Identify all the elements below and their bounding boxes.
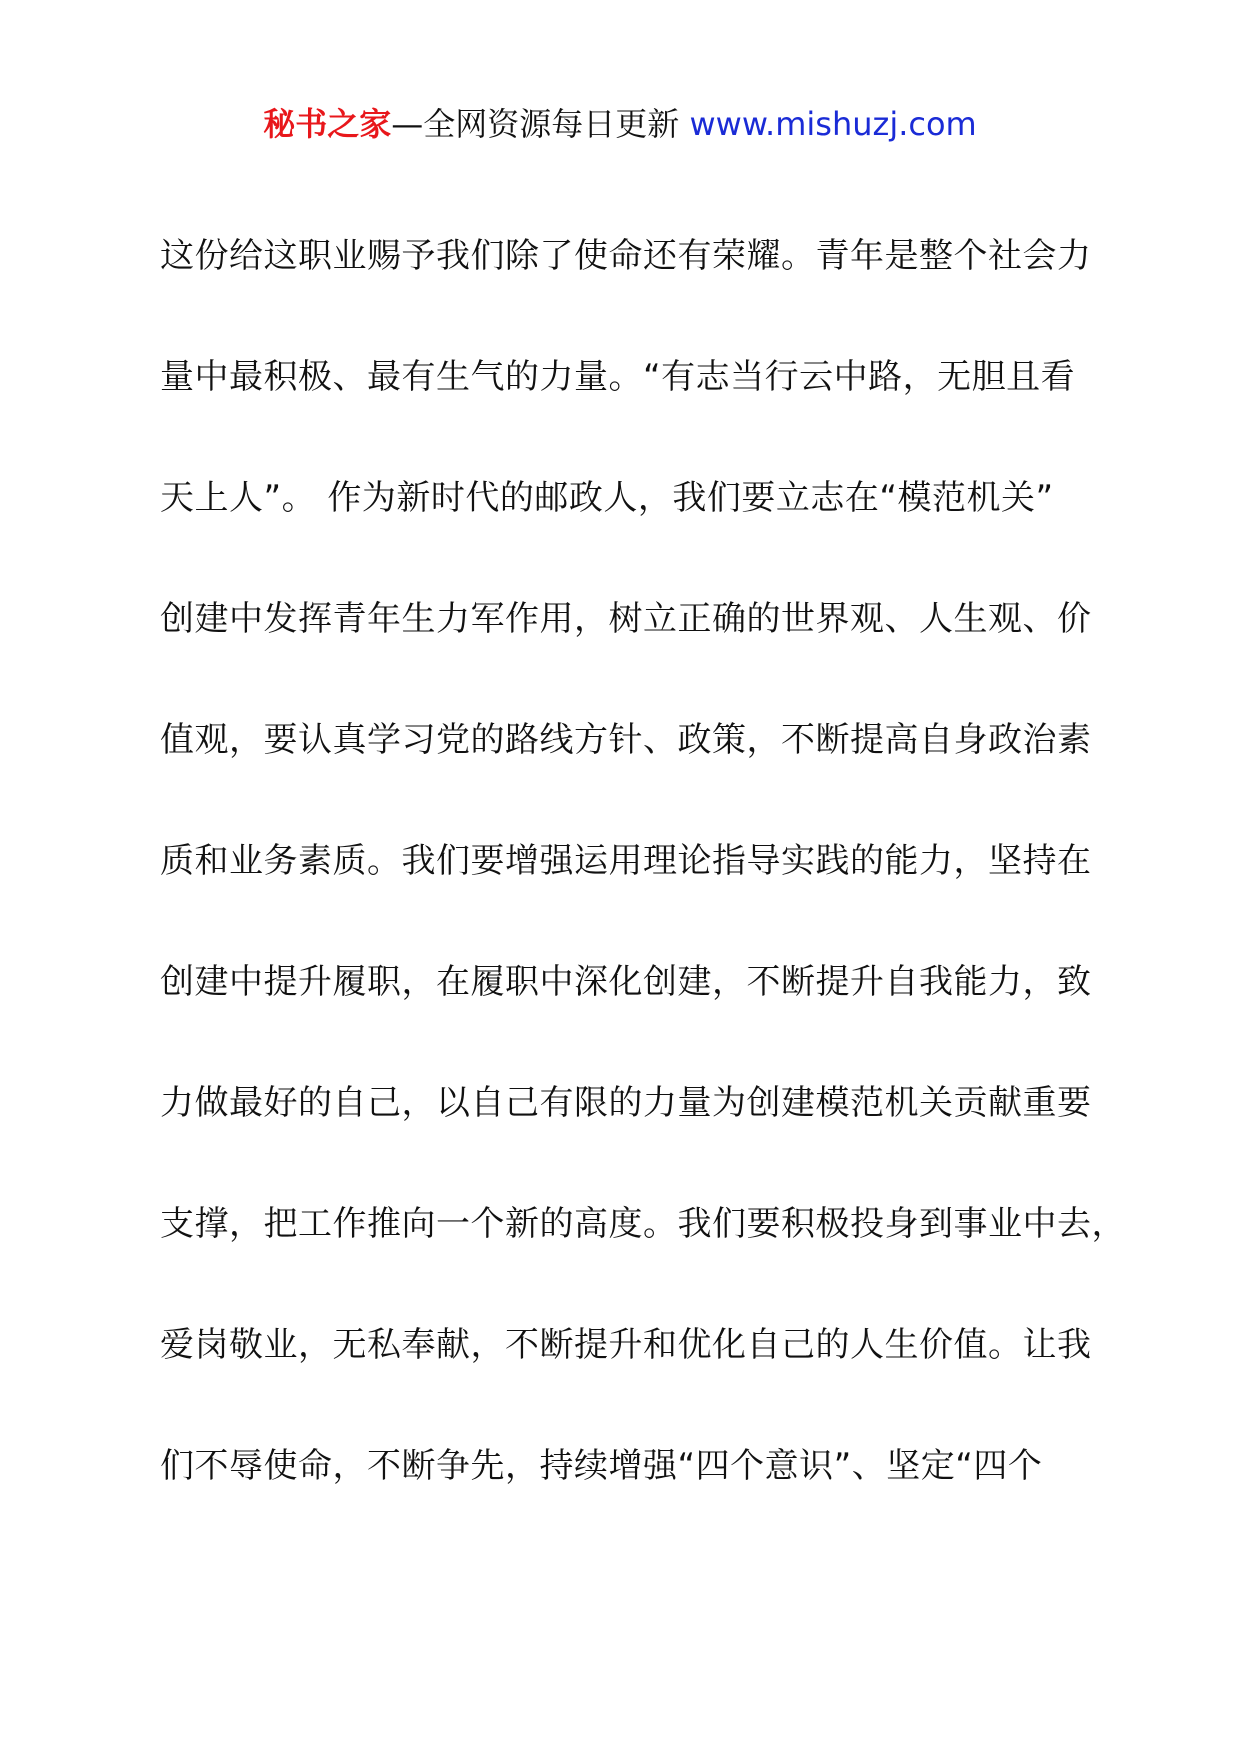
text-line: 质和业务素质。我们要增强运用理论指导实践的能力，坚持在 [160,841,1092,881]
body-text [160,226,1126,1557]
text-line: 们不辱使命，不断争先，持续增强“四个意识”、坚定“四个 [160,1446,1043,1486]
header-brand: 秘书之家 [263,105,392,143]
text-line: 这份给这职业赐予我们除了使命还有荣耀。青年是整个社会力 [160,236,1092,276]
page-header [0,100,1240,148]
header-slogan: —全网资源每日更新 [391,105,690,143]
header-url-link[interactable]: www.mishuzj.com [689,105,977,143]
text-line: 天上人”。 作为新时代的邮政人，我们要立志在“模范机关” [160,478,1054,518]
text-line: 值观，要认真学习党的路线方针、政策，不断提高自身政治素 [160,720,1092,760]
text-line: 创建中提升履职，在履职中深化创建，不断提升自我能力，致 [160,962,1092,1002]
text-line: 创建中发挥青年生力军作用，树立正确的世界观、人生观、价 [160,599,1092,639]
text-line: 支撑，把工作推向一个新的高度。我们要积极投身到事业中去， [160,1204,1126,1244]
text-line: 力做最好的自己，以自己有限的力量为创建模范机关贡献重要 [160,1083,1092,1123]
text-line: 爱岗敬业，无私奉献，不断提升和优化自己的人生价值。让我 [160,1325,1092,1365]
text-line: 量中最积极、最有生气的力量。“有志当行云中路，无胆且看 [160,357,1076,397]
